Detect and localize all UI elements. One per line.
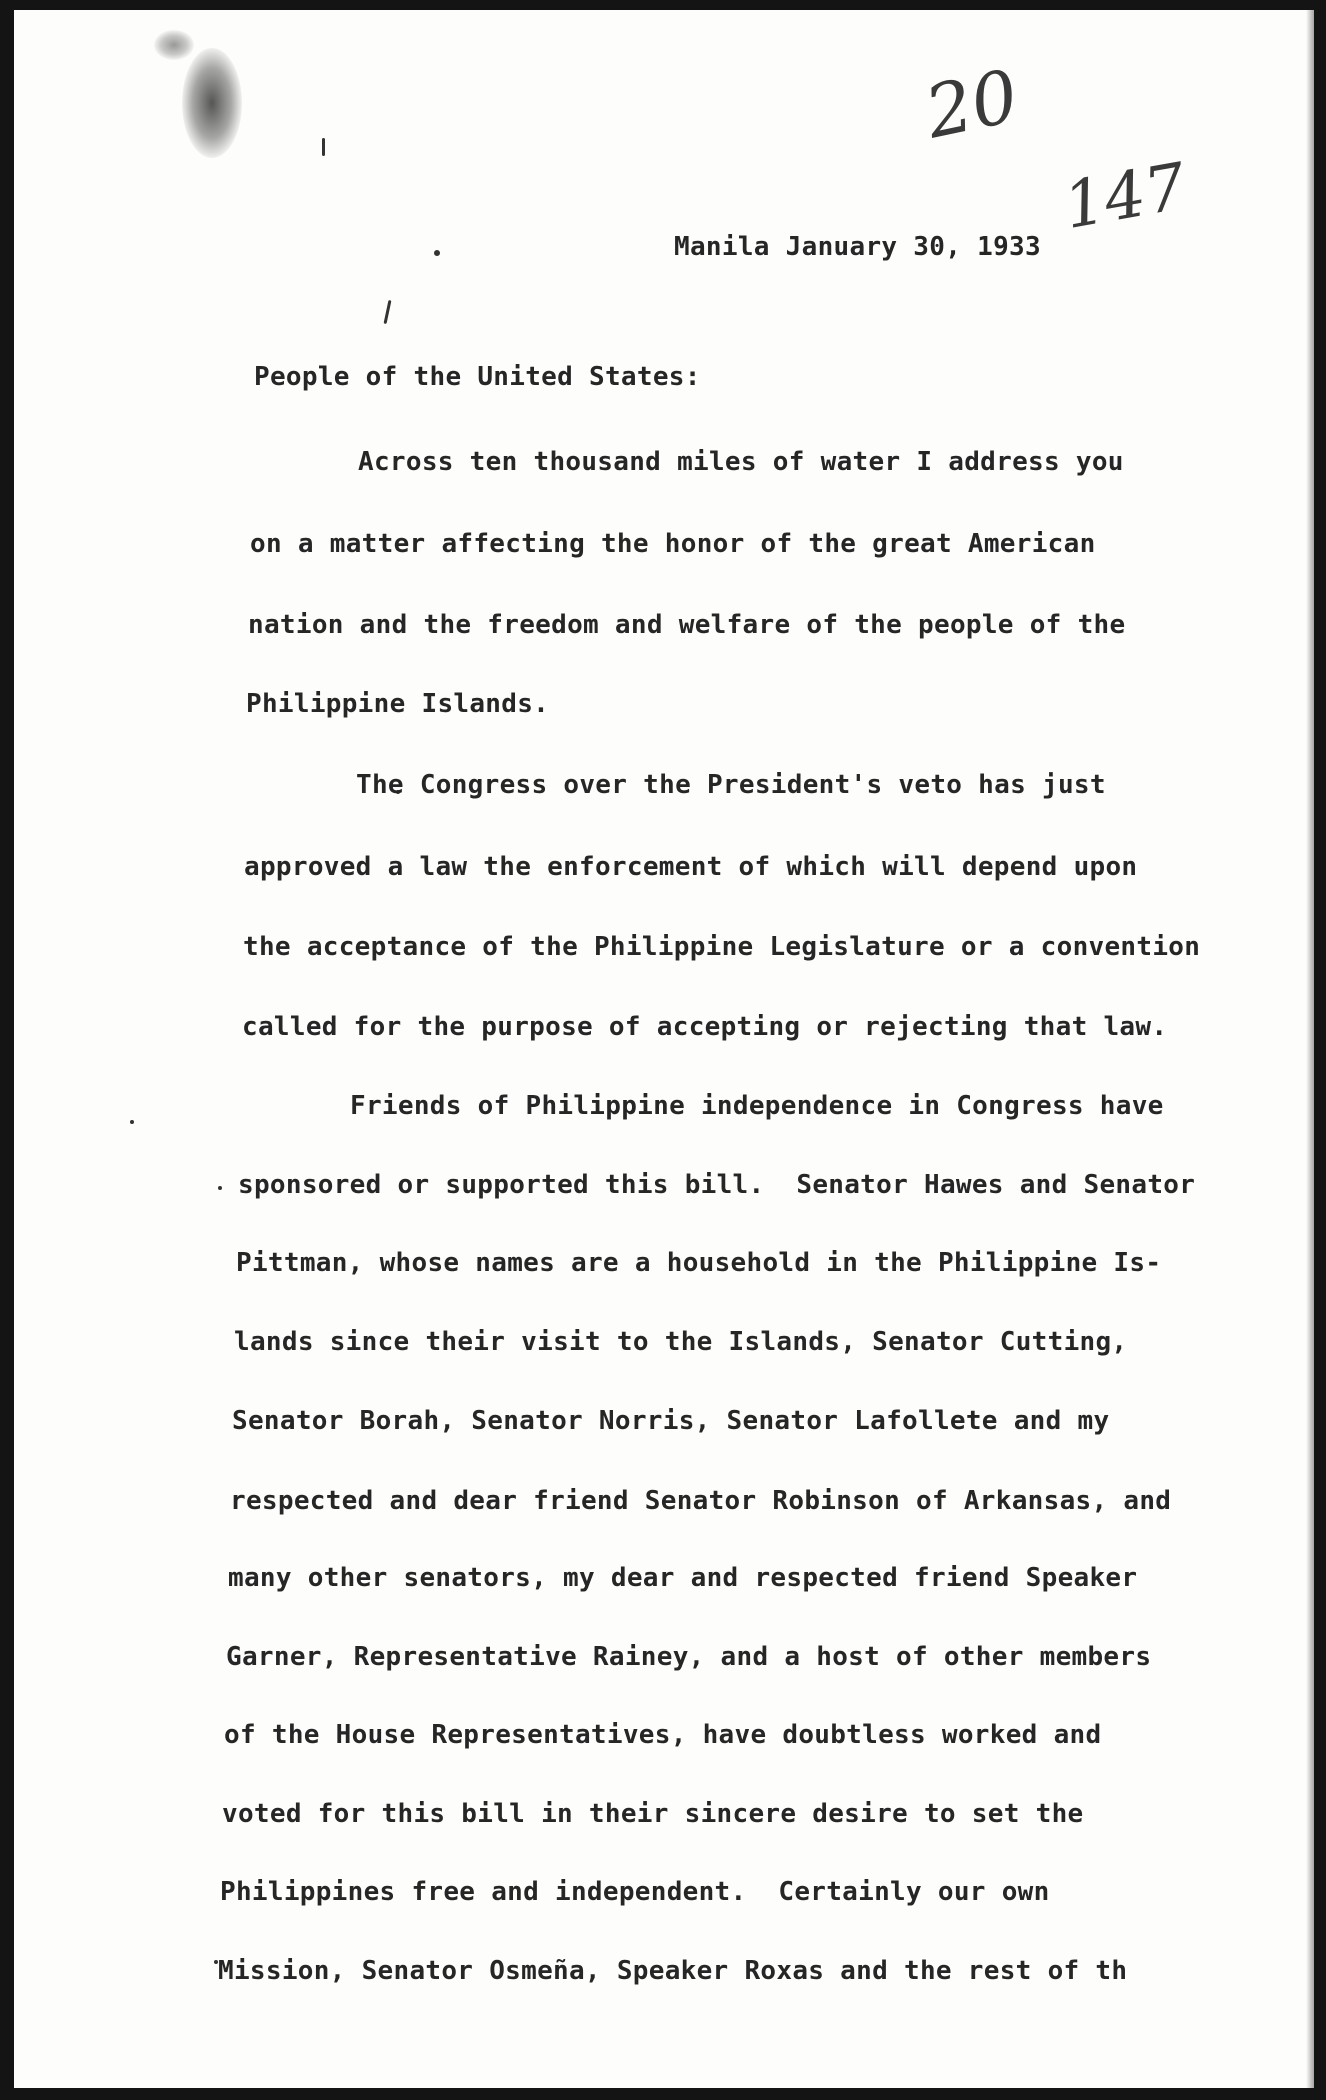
text-line: Friends of Philippine independence in Congress have — [350, 1091, 1164, 1121]
ink-smudge — [154, 30, 194, 60]
text-line: sponsored or supported this bill. Senator Hawes and Senator — [238, 1170, 1196, 1200]
text-line: nation and the freedom and welfare of the people of the — [248, 610, 1126, 640]
text-line: Philippine Islands. — [246, 689, 550, 719]
document-page — [14, 10, 1314, 2088]
handwritten-page-number: 20 — [918, 53, 1026, 155]
scan-speck — [434, 250, 440, 256]
text-line: The Congress over the President's veto has just — [356, 770, 1106, 800]
handwritten-folio-number: 147 — [1058, 149, 1192, 245]
text-line: Pittman, whose names are a household in the Philippine Is- — [236, 1248, 1162, 1278]
text-line: on a matter affecting the honor of the great American — [250, 529, 1096, 559]
dateline: Manila January 30, 1933 — [674, 232, 1041, 262]
text-line: Garner, Representative Rainey, and a host of other members — [226, 1642, 1152, 1672]
scan-speck — [322, 138, 325, 156]
text-line: respected and dear friend Senator Robinson of Arkansas, and — [230, 1486, 1172, 1516]
page-edge-shadow — [1306, 10, 1314, 2088]
scan-speck — [218, 1186, 222, 1190]
text-line: many other senators, my dear and respected friend Speaker — [228, 1563, 1138, 1593]
text-line: Mission, Senator Osmeña, Speaker Roxas and the rest of th — [218, 1956, 1128, 1986]
salutation: People of the United States: — [254, 362, 701, 392]
text-line: Philippines free and independent. Certainly our own — [220, 1877, 1050, 1907]
text-line: approved a law the enforcement of which will depend upon — [244, 852, 1138, 882]
scan-speck — [384, 300, 392, 324]
text-line: called for the purpose of accepting or rejecting that law. — [242, 1012, 1168, 1042]
ink-smudge — [182, 48, 242, 158]
text-line: the acceptance of the Philippine Legislature or a convention — [243, 932, 1201, 962]
text-line: voted for this bill in their sincere desire to set the — [222, 1799, 1084, 1829]
text-line: lands since their visit to the Islands, Senator Cutting, — [234, 1327, 1128, 1357]
text-line: of the House Representatives, have doubtless worked and — [224, 1720, 1102, 1750]
scan-speck — [130, 1120, 134, 1124]
text-line: Across ten thousand miles of water I address you — [358, 447, 1124, 477]
text-line: Senator Borah, Senator Norris, Senator Lafollete and my — [232, 1406, 1110, 1436]
